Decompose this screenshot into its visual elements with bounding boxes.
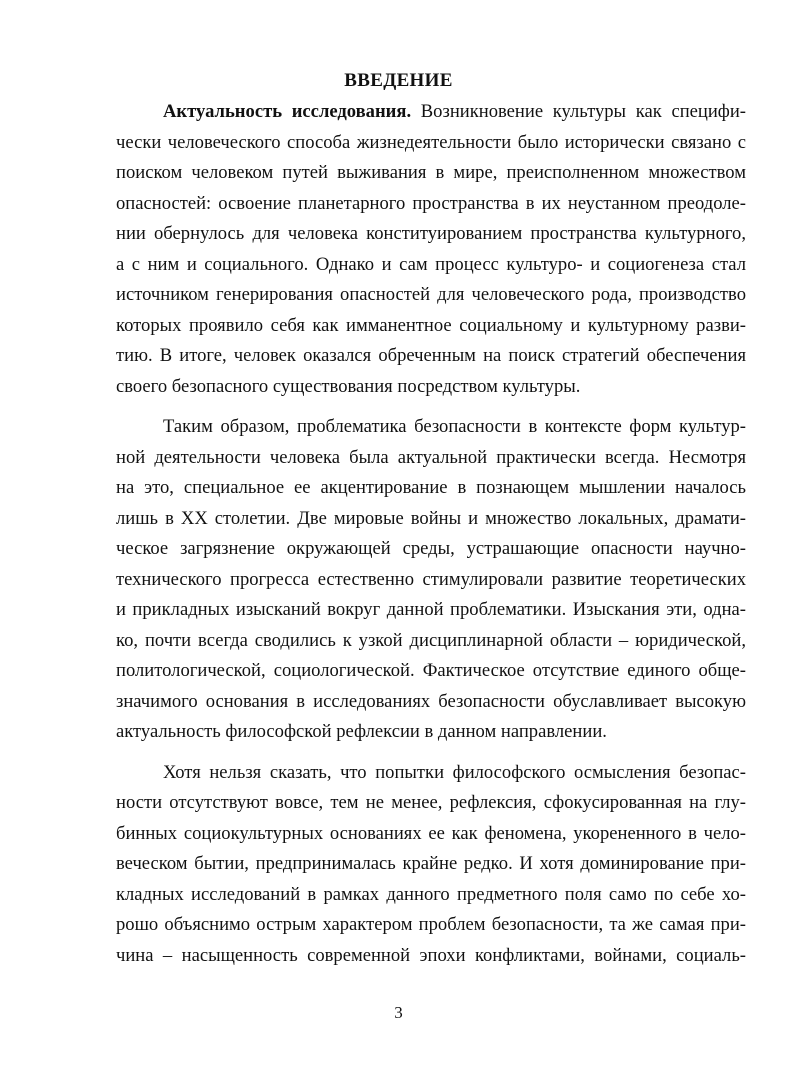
paragraph-line: лишь в XX столетии. Две мировые войны и множество локальных, драмати- — [116, 507, 746, 529]
section-title: ВВЕДЕНИЕ — [344, 70, 453, 91]
paragraph-line: политологической, социологической. Фактическое отсутствие единого обще- — [116, 660, 746, 681]
paragraph-line: и прикладных изысканий вокруг данной проблематики. Изыскания эти, одна- — [116, 599, 746, 620]
paragraph-line: тию. В итоге, человек оказался обреченным на поиск стратегий обеспечения — [116, 345, 746, 366]
paragraph-line-text: Возникновение культуры как специфи- — [411, 101, 746, 122]
paragraph-line: ческое загрязнение окружающей среды, устрашающие опасности научно- — [116, 538, 746, 559]
paragraph-line: Хотя нельзя сказать, что попытки философского осмысления безопас- — [163, 761, 746, 783]
paragraph-line: на это, специальное ее акцентирование в познающем мышлении началось — [116, 477, 746, 498]
page-number: 3 — [394, 1003, 403, 1022]
paragraph-line: бинных социокультурных основаниях ее как феномена, укорененного в чело- — [116, 822, 746, 844]
paragraph-line: чина – насыщенность современной эпохи конфликтами, войнами, социаль- — [116, 944, 746, 966]
paragraph-line: ко, почти всегда сводились к узкой дисциплинарной области – юридической, — [116, 629, 746, 651]
paragraph-relevance — [116, 97, 746, 402]
paragraph-line: рошо объяснимо острым характером проблем безопасности, та же самая при- — [116, 914, 746, 935]
paragraph-line: ной деятельности человека была актуальной практически всегда. Несмотря — [116, 446, 746, 468]
body-text — [116, 97, 746, 971]
paragraph-line: веческом бытии, предпринималась крайне редко. И хотя доминирование при- — [116, 853, 746, 874]
paragraph-line: поиском человеком путей выживания в мире, преисполненном множеством — [116, 162, 746, 183]
paragraph-line: своего безопасного существования посредством культуры. — [116, 375, 581, 397]
paragraph-line: актуальность философской рефлексии в данном направлении. — [116, 721, 607, 742]
paragraph-gap — [116, 748, 746, 758]
paragraph-line: технического прогресса естественно стимулировали развитие теоретических — [116, 568, 746, 590]
paragraph-line — [116, 97, 746, 128]
paragraph-line: опасностей: освоение планетарного пространства в их неустанном преодоле- — [116, 192, 746, 214]
paragraph-line: источником генерирования опасностей для человеческого рода, производство — [116, 284, 746, 305]
paragraph-philosophy — [116, 758, 746, 972]
paragraph-problem — [116, 412, 746, 748]
paragraph-lead: Актуальность исследования. — [163, 101, 412, 122]
paragraph-line: нии обернулось для человека конституированием пространства культурного, — [116, 223, 746, 244]
paragraph-line: кладных исследований в рамках данного предметного поля само по себе хо- — [116, 883, 746, 905]
paragraph-gap — [116, 402, 746, 412]
paragraph-line: ности отсутствуют вовсе, тем не менее, рефлексия, сфокусированная на глу- — [116, 792, 746, 813]
paragraph-line: Таким образом, проблематика безопасности в контексте форм культур- — [163, 416, 746, 437]
paragraph-line: чески человеческого способа жизнедеятельности было исторически связано с — [116, 131, 746, 153]
paragraph-line: а с ним и социального. Однако и сам процесс культуро- и социогенеза стал — [116, 253, 746, 275]
paragraph-line: которых проявило себя как имманентное социальному и культурному разви- — [116, 314, 746, 336]
paragraph-line: значимого основания в исследованиях безопасности обуславливает высокую — [116, 690, 746, 712]
